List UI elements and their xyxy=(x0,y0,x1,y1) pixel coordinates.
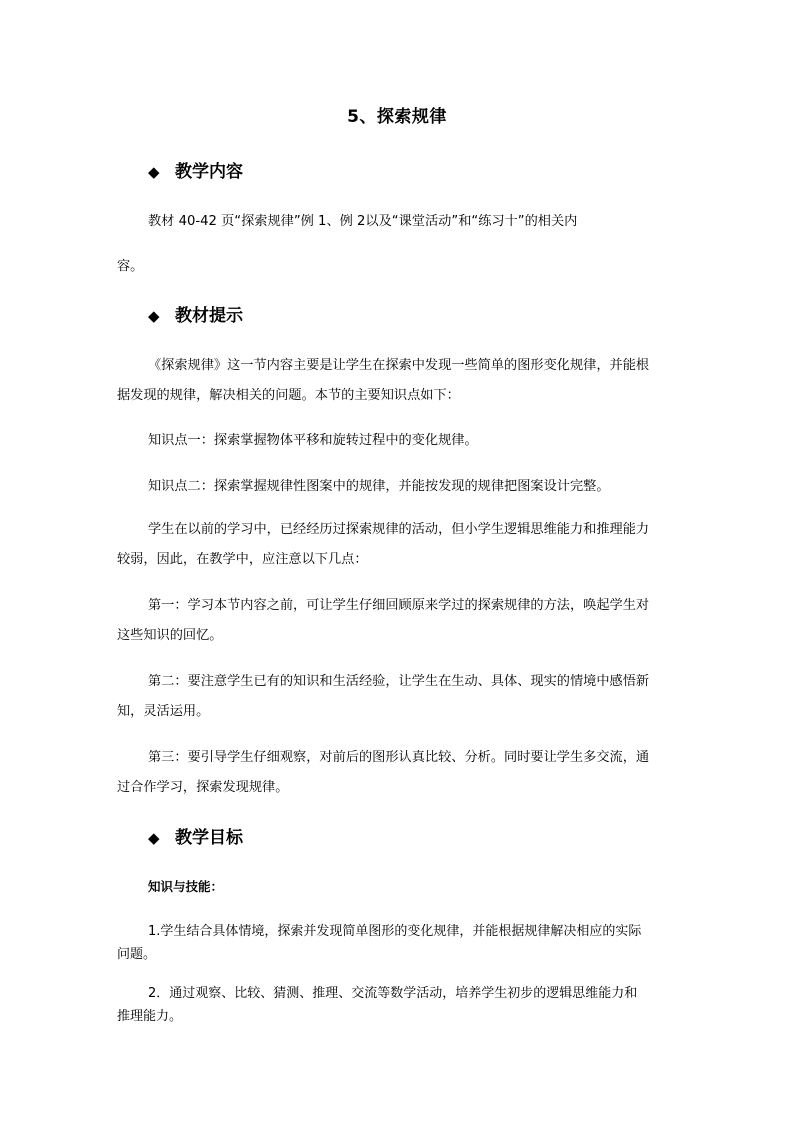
section-heading-hints-label: 教材提示 xyxy=(175,306,243,326)
hints-p2-line: 知识点一：探索掌握物体平移和旋转过程中的变化规律。 xyxy=(148,433,478,448)
hints-p6-line-1: 第二：要注意学生已有的知识和生活经验，让学生在生动、具体、现实的情境中感悟新 xyxy=(148,674,650,689)
hints-paragraph-5 xyxy=(117,593,677,649)
diamond-bullet-icon: ◆ xyxy=(148,307,160,325)
content-paragraph xyxy=(117,209,677,280)
section-heading-goals-label: 教学目标 xyxy=(175,828,243,848)
goals-item-1-line-2: 问题。 xyxy=(117,947,157,962)
page-title: 5、探索规律 xyxy=(347,107,447,127)
hints-p4-line-2: 较弱，因此，在教学中，应注意以下几点： xyxy=(117,552,368,567)
goals-item-2-line-1: 2．通过观察、比较、猜测、推理、交流等数学活动，培养学生初步的逻辑思维能力和 xyxy=(148,986,638,1001)
hints-p7-line-2: 过合作学习，探索发现规律。 xyxy=(117,780,289,795)
hints-p4-line-1: 学生在以前的学习中，已经经历过探索规律的活动，但小学生逻辑思维能力和推理能力 xyxy=(148,522,650,537)
hints-paragraph-6 xyxy=(117,669,677,725)
section-heading-content xyxy=(148,161,243,183)
section-heading-hints xyxy=(148,305,243,327)
hints-paragraph-4 xyxy=(117,517,677,573)
goals-item-2-line-2: 推理能力。 xyxy=(117,1009,183,1024)
hints-paragraph-3 xyxy=(117,474,677,500)
hints-p6-line-2: 知，灵活运用。 xyxy=(117,704,210,719)
goals-subheading: 知识与技能： xyxy=(148,879,224,894)
hints-paragraph-2 xyxy=(117,428,677,454)
hints-paragraph-1 xyxy=(117,353,677,409)
content-line-2: 容。 xyxy=(117,259,144,274)
hints-p3-line: 知识点二：探索掌握规律性图案中的规律，并能按发现的规律把图案设计完整。 xyxy=(148,479,610,494)
hints-p5-line-1: 第一：学习本节内容之前，可让学生仔细回顾原来学过的探索规律的方法，唤起学生对 xyxy=(148,598,650,613)
goals-item-1 xyxy=(117,920,682,966)
hints-p7-line-1: 第三：要引导学生仔细观察，对前后的图形认真比较、分析。同时要让学生多交流，通 xyxy=(148,750,650,765)
hints-p1-line-1: 《探索规律》这一节内容主要是让学生在探索中发现一些简单的图形变化规律，并能根 xyxy=(148,358,650,373)
diamond-bullet-icon: ◆ xyxy=(148,163,160,181)
section-heading-goals xyxy=(148,827,243,849)
diamond-bullet-icon: ◆ xyxy=(148,829,160,847)
content-line-1: 教材 40-42 页“探索规律”例 1、例 2以及“课堂活动”和“练习十”的相关内 xyxy=(148,214,578,229)
section-heading-content-label: 教学内容 xyxy=(175,162,243,182)
goals-item-2 xyxy=(117,982,682,1028)
hints-paragraph-7 xyxy=(117,745,677,801)
goals-item-1-line-1: 1.学生结合具体情境，探索并发现简单图形的变化规律，并能根据规律解决相应的实际 xyxy=(148,924,642,939)
hints-p5-line-2: 这些知识的回忆。 xyxy=(117,628,223,643)
hints-p1-line-2: 据发现的规律，解决相关的问题。本节的主要知识点如下： xyxy=(117,388,460,403)
